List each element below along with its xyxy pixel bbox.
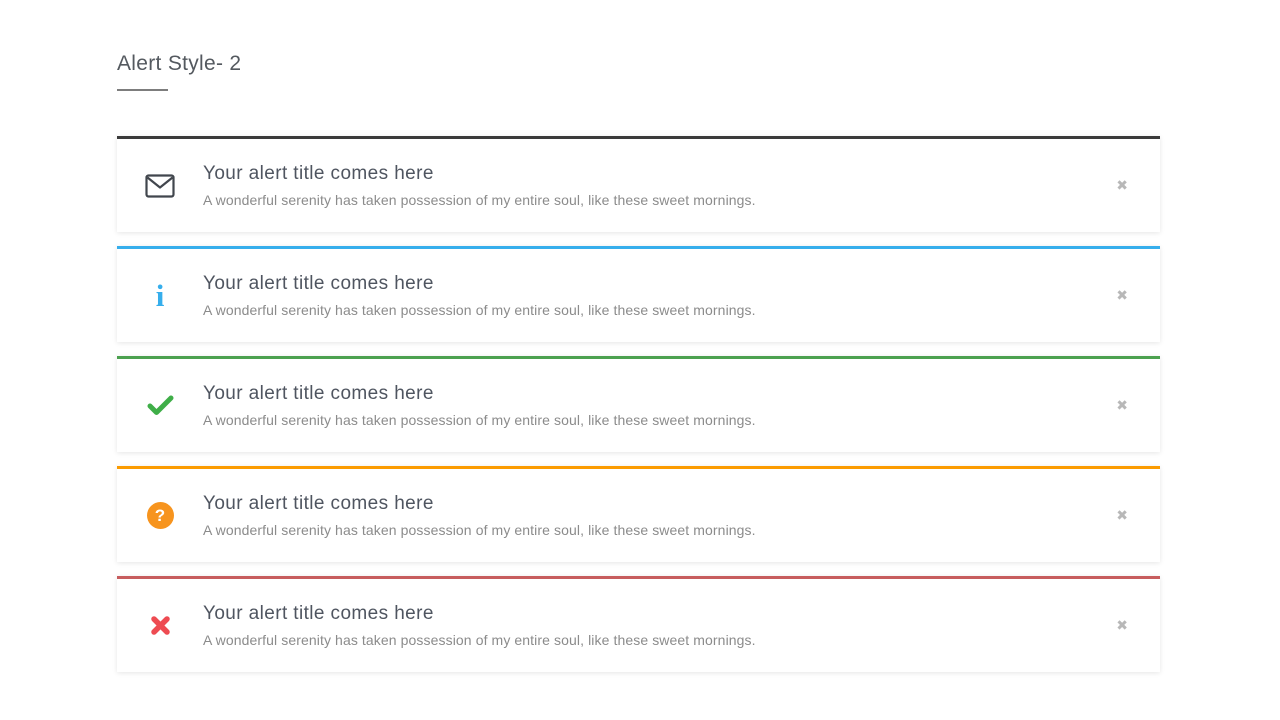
alert-message: A wonderful serenity has taken possession of my entire soul, like these sweet mornings. — [203, 522, 756, 538]
alert-title: Your alert title comes here — [203, 383, 434, 404]
envelope-icon — [117, 174, 203, 198]
alert-content — [203, 163, 1160, 208]
close-icon[interactable]: ✖ — [1112, 615, 1132, 637]
alert-message: A wonderful serenity has taken possession of my entire soul, like these sweet mornings. — [203, 632, 756, 648]
close-icon[interactable]: ✖ — [1112, 395, 1132, 417]
title-underline — [117, 89, 168, 91]
alert-content — [203, 383, 1160, 428]
alert-card-info — [117, 246, 1160, 342]
alert-card-question — [117, 466, 1160, 562]
alert-content — [203, 493, 1160, 538]
alert-message: A wonderful serenity has taken possession of my entire soul, like these sweet mornings. — [203, 302, 756, 318]
close-icon[interactable]: ✖ — [1112, 285, 1132, 307]
question-icon: ? — [117, 502, 203, 529]
alert-message: A wonderful serenity has taken possession of my entire soul, like these sweet mornings. — [203, 412, 756, 428]
check-icon — [117, 395, 203, 416]
alert-content — [203, 603, 1160, 648]
page-title: Alert Style- 2 — [117, 52, 242, 75]
alert-message: A wonderful serenity has taken possession of my entire soul, like these sweet mornings. — [203, 192, 756, 208]
close-icon[interactable]: ✖ — [1112, 505, 1132, 527]
alert-content — [203, 273, 1160, 318]
alert-title: Your alert title comes here — [203, 163, 434, 184]
close-icon[interactable]: ✖ — [1112, 175, 1132, 197]
cross-icon — [117, 615, 203, 636]
alerts-list — [117, 136, 1160, 672]
alert-card-error — [117, 576, 1160, 672]
alert-card-mail — [117, 136, 1160, 232]
info-icon: i — [155, 278, 165, 313]
alert-title: Your alert title comes here — [203, 273, 434, 294]
alert-title: Your alert title comes here — [203, 493, 434, 514]
alert-title: Your alert title comes here — [203, 603, 434, 624]
alert-card-success — [117, 356, 1160, 452]
